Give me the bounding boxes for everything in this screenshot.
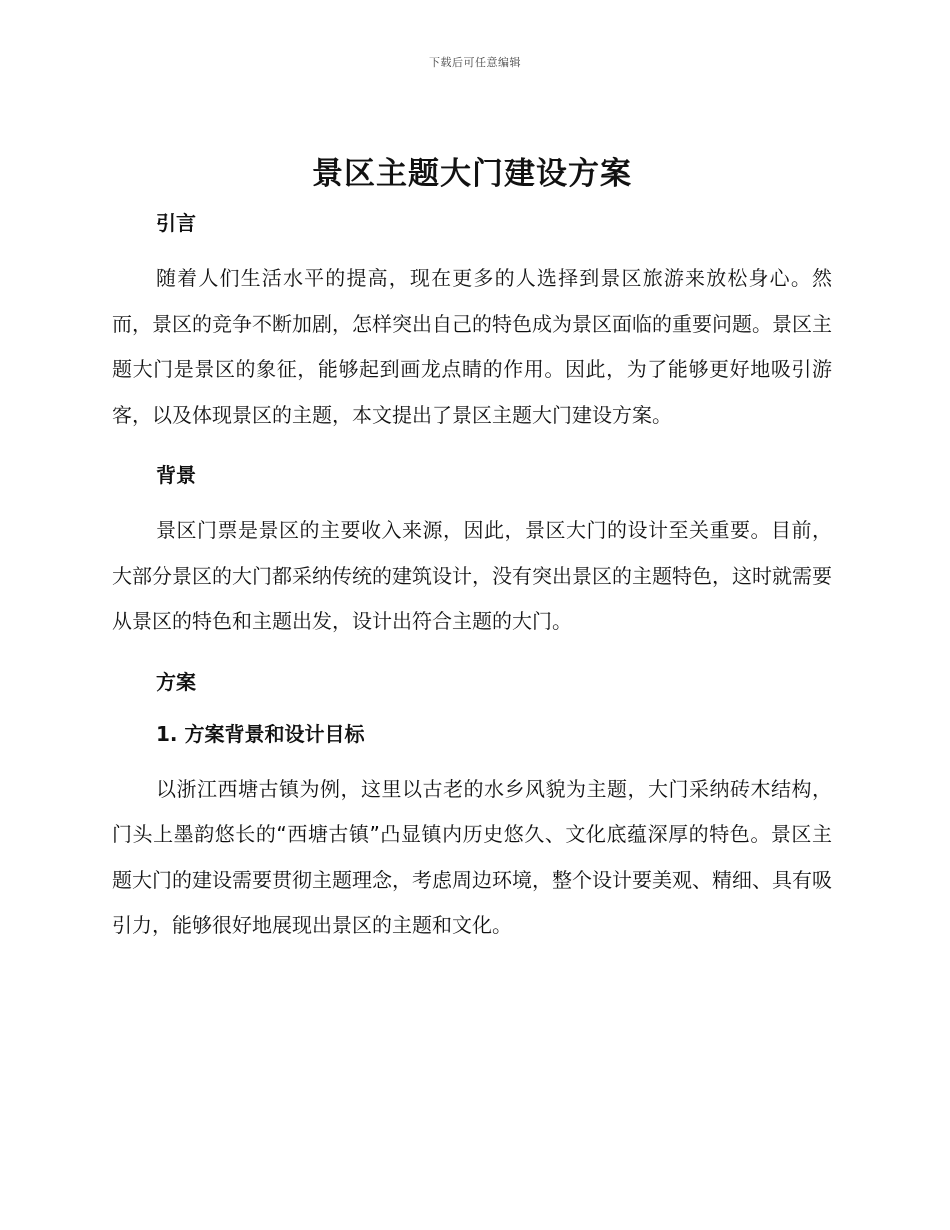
section-heading-intro: 引言 (156, 211, 196, 235)
paragraph-intro: 随着人们生活水平的提高，现在更多的人选择到景区旅游来放松身心。然而，景区的竞争不断加剧，怎样突出自己的特色成为景区面临的重要问题。景区主题大门是景区的象征，能够起到画龙点睛的作用。因此，为了能够更好地吸引游客，以及体现景区的主题，本文提出了景区主题大门建设方案。 (112, 266, 832, 427)
paragraph-plan-background-goals: 以浙江西塘古镇为例，这里以古老的水乡风貌为主题，大门采纳砖木结构，门头上墨韵悠长的“西塘古镇”凸显镇内历史悠久、文化底蕴深厚的特色。景区主题大门的建设需要贯彻主题理念，考虑周边环境，整个设计要美观、精细、具有吸引力，能够很好地展现出景区的主题和文化。 (112, 776, 832, 937)
header-note: 下载后可任意编辑 (429, 56, 521, 69)
document-body (112, 150, 832, 949)
section-heading-background: 背景 (156, 463, 196, 487)
document-title: 景区主题大门建设方案 (312, 156, 632, 192)
subheading-plan-background-goals: 1. 方案背景和设计目标 (156, 721, 365, 746)
section-heading-plan: 方案 (156, 669, 196, 694)
paragraph-background: 景区门票是景区的主要收入来源，因此，景区大门的设计至关重要。目前，大部分景区的大门都采纳传统的建筑设计，没有突出景区的主题特色，这时就需要从景区的特色和主题出发，设计出符合主题的大门。 (112, 518, 832, 633)
